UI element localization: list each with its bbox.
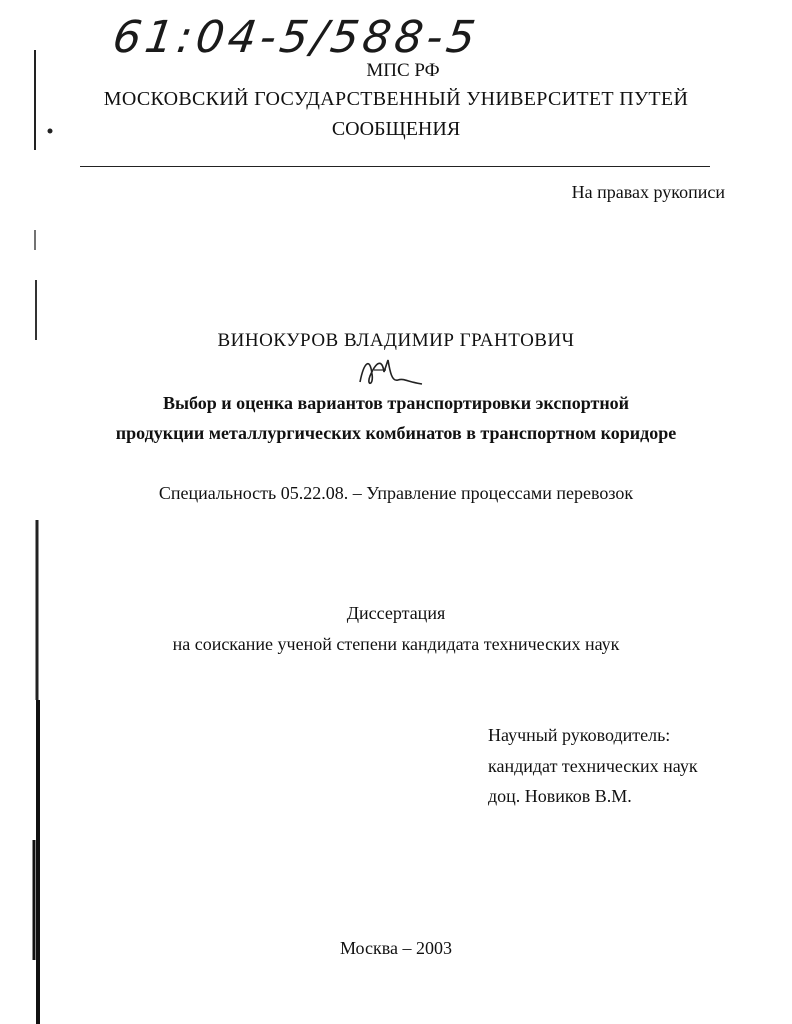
- university-name-line1: МОСКОВСКИЙ ГОСУДАРСТВЕННЫЙ УНИВЕРСИТЕТ ПУТЕЙ: [103, 88, 689, 110]
- degree-sought: на соискание ученой степени кандидата технических наук: [172, 634, 620, 654]
- supervisor-label: Научный руководитель:: [488, 725, 671, 745]
- author-name: ВИНОКУРОВ ВЛАДИМИР ГРАНТОВИЧ: [217, 330, 575, 351]
- archive-number: 61:04-5/588-5: [109, 12, 483, 63]
- rights-note: На правах рукописи: [571, 182, 725, 202]
- supervisor-name: доц. Новиков В.М.: [488, 786, 632, 806]
- ministry-label: МПС РФ: [366, 60, 440, 81]
- header-divider: [80, 166, 710, 167]
- author-signature: [352, 352, 432, 392]
- dissertation-title-line1: Выбор и оценка вариантов транспортировки экспортной: [162, 393, 630, 413]
- specialty: Специальность 05.22.08. – Управление процессами перевозок: [158, 483, 634, 503]
- work-type: Диссертация: [346, 603, 446, 623]
- scan-edge-artifacts: [0, 0, 60, 1024]
- city-year: Москва – 2003: [340, 938, 452, 958]
- supervisor-degree: кандидат технических наук: [488, 756, 698, 776]
- dissertation-title-line2: продукции металлургических комбинатов в транспортном коридоре: [115, 423, 677, 443]
- university-name-line2: СООБЩЕНИЯ: [331, 118, 461, 140]
